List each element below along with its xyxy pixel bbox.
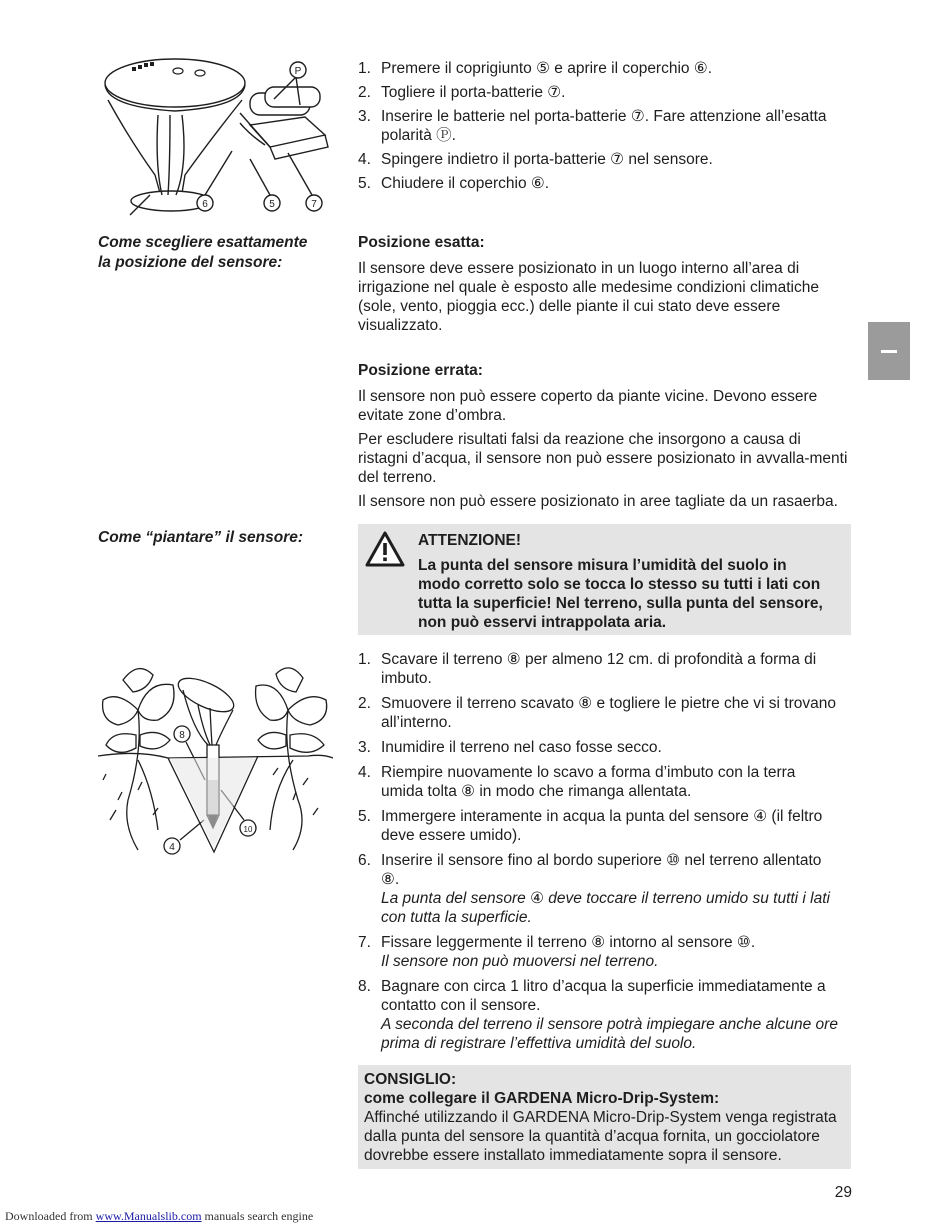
tab-dash	[881, 350, 897, 353]
tip-box	[358, 1065, 851, 1169]
step-note: La punta del sensore ④ deve toccare il terreno umido su tutti i lati con tutta la superficie.	[381, 890, 831, 926]
tip-title: CONSIGLIO:	[364, 1071, 457, 1088]
page-number: 29	[834, 1184, 852, 1201]
warning-triangle-icon	[364, 530, 406, 568]
callout-6: 6	[202, 199, 208, 210]
battery-installation-illustration	[100, 55, 335, 220]
list-item: 5. Chiudere il coperchio ⑥.	[358, 175, 550, 192]
tip-subtitle: come collegare il GARDENA Micro-Drip-System:	[364, 1090, 720, 1107]
list-item: 3. Inserire le batterie nel porta-batterie ⑦. Fare attenzione all’esatta polarità Ⓟ.	[358, 108, 827, 144]
list-item: 6. Inserire il sensore fino al bordo superiore ⑩ nel terreno allentato ⑧. La punta del sensore ④ deve toccare il terreno umido su tutti i lati con tutta la superficie.	[358, 851, 838, 927]
wrong-position-text-1: Il sensore non può essere coperto da piante vicine. Devono essere evitate zone d’ombra.	[358, 388, 818, 424]
callout-4: 4	[169, 842, 175, 853]
list-item: 2. Smuovere il terreno scavato ⑧ e togliere le pietre che vi si trovano all’interno.	[358, 695, 837, 731]
warning-box	[358, 524, 851, 635]
warning-text: La punta del sensore misura l’umidità del suolo in modo corretto solo se tocca lo stesso su tutti i lati con tutta la superficie! Nel terreno, sulla punta del sensore, non può esservi intrappolata aria.	[418, 557, 823, 631]
manualslib-link[interactable]: www.Manualslib.com	[95, 1209, 202, 1223]
footer-suffix: manuals search engine	[204, 1209, 314, 1223]
footer-prefix: Downloaded from	[5, 1209, 93, 1223]
callout-10: 10	[243, 825, 253, 834]
list-item: 3. Inumidire il terreno nel caso fosse secco.	[358, 739, 662, 756]
list-item: 7. Fissare leggermente il terreno ⑧ intorno al sensore ⑩. Il sensore non può muoversi nel terreno.	[358, 933, 838, 971]
position-content	[358, 233, 850, 511]
callout-5: 5	[269, 199, 275, 210]
step-note: Il sensore non può muoversi nel terreno.	[381, 953, 659, 970]
position-side-title: Come scegliere esattamente la posizione del sensore:	[98, 234, 308, 271]
planting-side-title: Come “piantare” il sensore:	[98, 529, 304, 546]
wrong-position-text-2: Per escludere risultati falsi da reazione che insorgono a causa di ristagni d’acqua, il sensore non può essere posizionato in avvalla-menti del terreno.	[358, 431, 848, 486]
callout-8: 8	[179, 730, 185, 741]
callout-7: 7	[311, 199, 317, 210]
download-footer	[5, 1209, 313, 1224]
correct-position-heading: Posizione esatta:	[358, 234, 485, 251]
step-note: A seconda del terreno il sensore potrà impiegare anche alcune ore prima di registrare l’effettiva umidità del suolo.	[381, 1016, 838, 1052]
callout-p: P	[294, 66, 302, 77]
list-item: 4. Riempire nuovamente lo scavo a forma d’imbuto con la terra umida tolta ⑧ in modo che rimanga allentata.	[358, 764, 796, 800]
wrong-position-heading: Posizione errata:	[358, 362, 483, 379]
correct-position-text: Il sensore deve essere posizionato in un luogo interno all’area di irrigazione nel quale è esposto alle medesime condizioni climatiche (sole, vento, pioggia ecc.) delle piante il cui stato deve essere visualizzato.	[358, 260, 819, 334]
list-item: 4. Spingere indietro il porta-batterie ⑦ nel sensore.	[358, 151, 713, 168]
list-item: 2. Togliere il porta-batterie ⑦.	[358, 84, 566, 101]
list-item: 8. Bagnare con circa 1 litro d’acqua la superficie immediatamente a contatto con il sensore. A seconda del terreno il sensore potrà impiegare anche alcune ore prima di registrare l’effettiva umidità del suolo.	[358, 978, 838, 1052]
list-item: 1. Scavare il terreno ⑧ per almeno 12 cm. di profondità a forma di imbuto.	[358, 651, 817, 687]
section-tab-marker	[868, 322, 910, 380]
sensor-planting-illustration	[98, 650, 333, 860]
planting-steps-list	[358, 650, 838, 1053]
wrong-position-text-3: Il sensore non può essere posizionato in aree tagliate da un rasaerba.	[358, 493, 838, 510]
tip-text: Affinché utilizzando il GARDENA Micro-Drip-System venga registrata dalla punta del sensore la quantità d’acqua fornita, un gocciolatore dovrebbe essere installato immediatamente sopra il sensore.	[364, 1109, 837, 1164]
warning-title: ATTENZIONE!	[418, 532, 522, 549]
list-item: 5. Immergere interamente in acqua la punta del sensore ④ (il feltro deve essere umido).	[358, 808, 823, 844]
list-item: 1. Premere il coprigiunto ⑤ e aprire il coperchio ⑥.	[358, 60, 713, 77]
battery-steps-list	[358, 59, 848, 193]
